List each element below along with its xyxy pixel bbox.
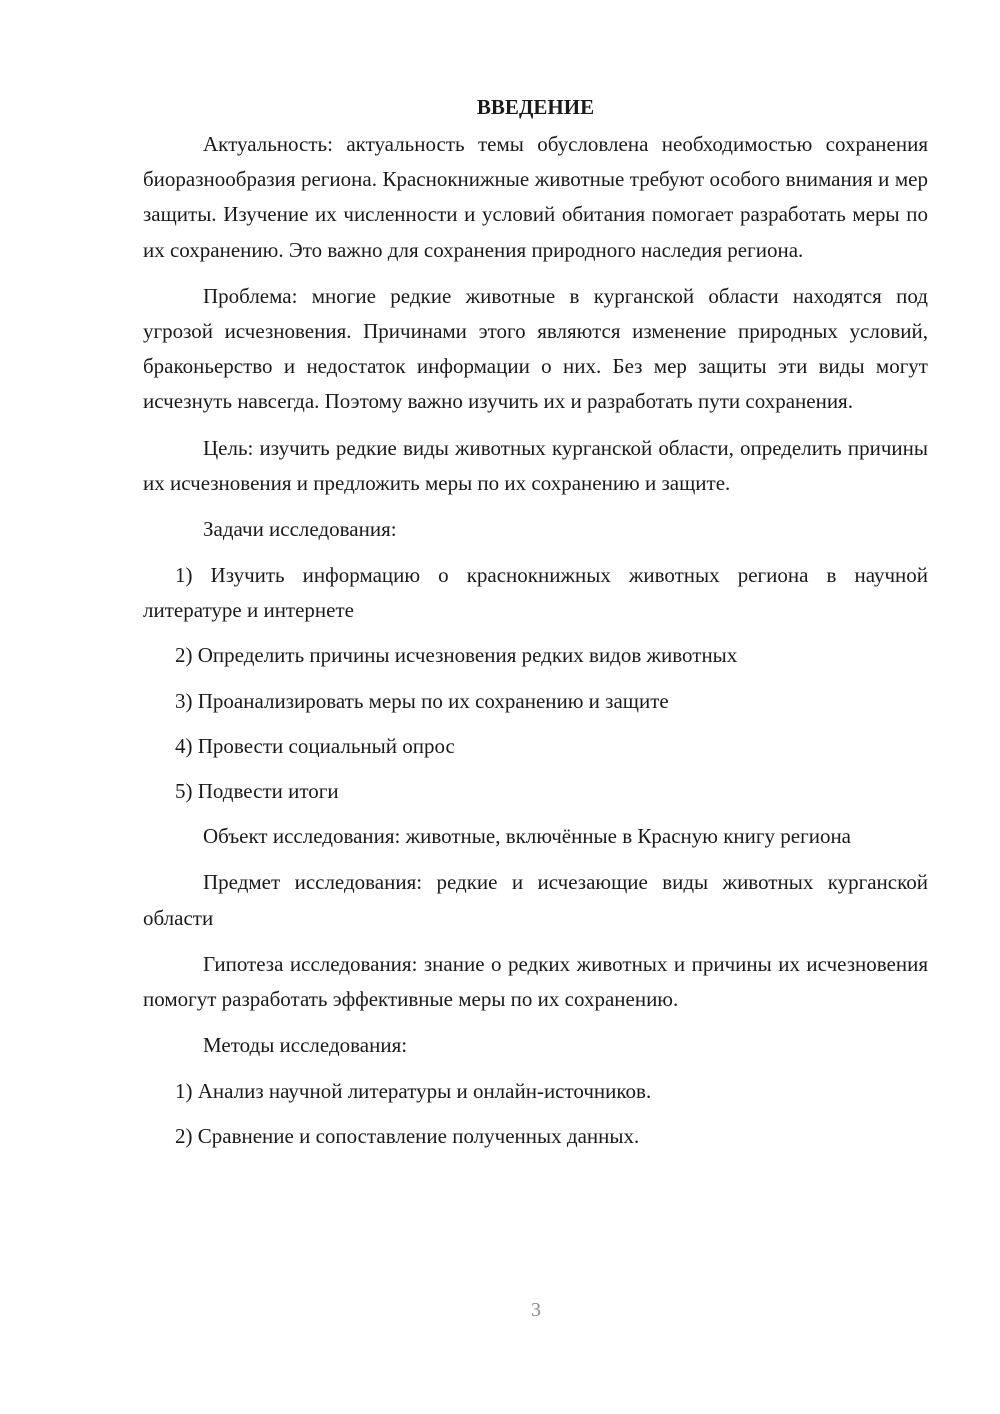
method-item-2: 2) Сравнение и сопоставление полученных данных. — [175, 1124, 640, 1149]
methods-heading: Методы исследования: — [203, 1033, 408, 1058]
task-item-3: 3) Проанализировать меры по их сохранению и защите — [175, 688, 669, 713]
subject-paragraph: Предмет исследования: редкие и исчезающие виды животных курганской области — [143, 870, 928, 930]
tasks-heading: Задачи исследования: — [203, 517, 397, 542]
relevance-paragraph: Актуальность: актуальность темы обусловлена необходимостью сохранения биоразнообразия региона. Краснокнижные животные требуют особого внимания и мер защиты. Изучение их численности и условий обитания помогает разработать меры по их сохранению. Это важно для сохранения природного наследия региона. — [143, 132, 928, 262]
task-item-1: 1) Изучить информацию о краснокнижных животных региона в научной литературе и интернете — [143, 563, 928, 623]
method-item-1: 1) Анализ научной литературы и онлайн-источников. — [175, 1079, 652, 1104]
object-paragraph: Объект исследования: животные, включённые в Красную книгу региона — [203, 824, 852, 849]
problem-paragraph: Проблема: многие редкие животные в курганской области находятся под угрозой исчезновения. Причинами этого являются изменение природных условий, браконьерство и недостаток информации о них. Без мер защиты эти виды могут исчезнуть навсегда. Поэтому важно изучить их и разработать пути сохранения. — [143, 283, 928, 414]
task-item-4: 4) Провести социальный опрос — [175, 733, 455, 758]
document-page — [143, 90, 928, 1165]
task-item-5: 5) Подвести итоги — [175, 779, 339, 804]
document-title: ВВЕДЕНИЕ — [476, 95, 595, 119]
page-number: 3 — [531, 1299, 541, 1321]
hypothesis-paragraph: Гипотеза исследования: знание о редких животных и причины их исчезновения помогут разработать эффективные меры по их сохранению. — [143, 951, 928, 1012]
goal-paragraph: Цель: изучить редкие виды животных курганской области, определить причины их исчезновения и предложить меры по их сохранению и защите. — [143, 435, 928, 495]
task-item-2: 2) Определить причины исчезновения редких видов животных — [175, 643, 738, 668]
